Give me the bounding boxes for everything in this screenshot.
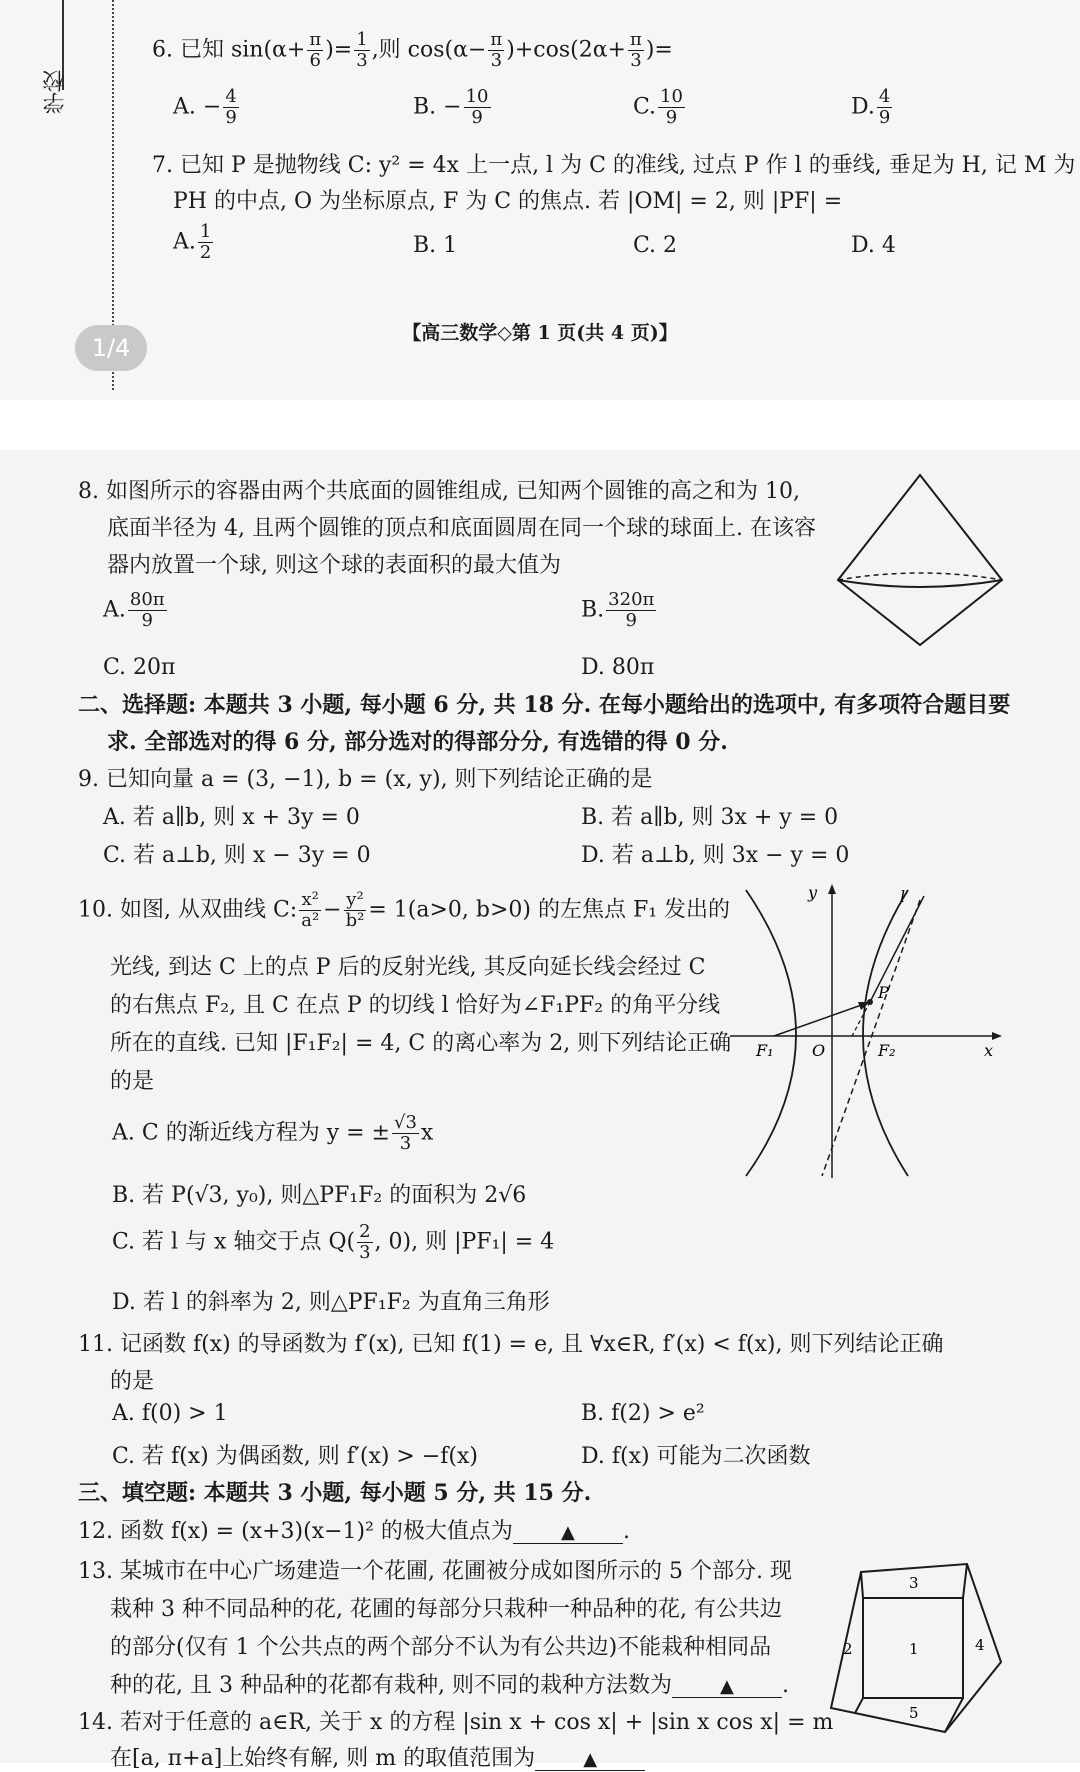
hyperbola-figure [728,880,1008,1180]
question-7-option-c[interactable]: C. 2 [633,233,678,258]
question-13-answer-blank[interactable]: ▲ [672,1676,782,1698]
label-o: O [812,1041,826,1060]
label-y: y [808,883,818,902]
section-2-heading-line-2: 求. 全部选对的得 6 分, 部分选对的得部分分, 有选错的得 0 分. [107,729,728,755]
divider-top-left [861,1572,863,1598]
question-9-option-a[interactable]: A. 若 a∥b, 则 x + 3y = 0 [103,805,360,830]
page-one [0,0,1080,400]
double-cone-figure [830,470,1010,650]
question-14-line-2: 在[a, π+a]上始终有解, 则 m 的取值范围为 ▲ [110,1741,645,1772]
hyperbola-left-branch [746,890,796,1176]
question-10-option-b[interactable]: B. 若 P(√3, y₀), 则△PF₁F₂ 的面积为 2√6 [112,1183,527,1208]
question-10-line-4: 所在的直线. 已知 |F₁F₂| = 4, C 的离心率为 2, 则下列结论正确 [110,1031,732,1056]
question-12-answer-blank[interactable]: ▲ [513,1522,623,1544]
divider-top-right [963,1564,967,1598]
question-7-option-d[interactable]: D. 4 [851,233,896,258]
question-9-option-c[interactable]: C. 若 a⊥b, 则 x − 3y = 0 [103,843,371,868]
question-8-option-a[interactable]: A. $\frac{80\pi}{9}$ [103,589,165,631]
question-8-line-3: 器内放置一个球, 则这个球的表面积的最大值为 [107,553,561,578]
region-label-2: 2 [843,1640,853,1658]
cone-base-front-arc [838,580,1002,587]
label-p: P [878,983,889,1002]
question-7-option-a[interactable]: A. $\frac{1}{2}$ [173,221,212,263]
question-8-line-1: 8. 如图所示的容器由两个共底面的圆锥组成, 已知两个圆锥的高之和为 10, [78,479,800,504]
question-13-line-2: 栽种 3 种不同品种的花, 花圃的每部分只栽种一种品种的花, 有公共边 [110,1597,782,1622]
question-10-option-d[interactable]: D. 若 l 的斜率为 2, 则△PF₁F₂ 为直角三角形 [112,1290,550,1315]
question-6-option-c[interactable]: C. $\frac{10}{9}$ [633,86,683,128]
question-11-line-2: 的是 [110,1369,155,1394]
y-axis-arrow [828,884,836,894]
question-7-option-b[interactable]: B. 1 [413,233,458,258]
region-label-4: 4 [975,1636,985,1654]
question-11-option-c[interactable]: C. 若 f(x) 为偶函数, 则 f′(x) > −f(x) [112,1444,478,1469]
question-9-stem: 9. 已知向量 a = (3, −1), b = (x, y), 则下列结论正确的是 [78,767,653,792]
question-14-answer-blank[interactable]: ▲ [535,1749,645,1771]
incident-ray [774,1002,870,1036]
question-6-stem: 6. 已知 sin(α+ $\frac{\pi}{6}$ )= $\frac{1}{3}$ ,则 cos(α− $\frac{\pi}{3}$ )+cos(2α+ $\frac{\pi}{3}$ )= [152,29,673,71]
question-10-line-1: 10. 如图, 从双曲线 C: $\frac{\text{x²}}{\text{a²}}$ − $\frac{\text{y²}}{\text{b²}}$ = 1(a>0, b>0) 的左焦点 F₁ 发出的 [78,889,731,931]
divider-bottom-right [945,1698,963,1732]
label-x: x [984,1041,994,1060]
question-11-line-1: 11. 记函数 f(x) 的导函数为 f′(x), 已知 f(1) = e, 且 ∀x∈R, f′(x) < f(x), 则下列结论正确 [78,1332,944,1357]
question-8-option-b[interactable]: B. $\frac{320\pi}{9}$ [581,589,655,631]
question-13-line-1: 13. 某城市在中心广场建造一个花圃, 花圃被分成如图所示的 5 个部分. 现 [78,1559,792,1584]
point-p [867,999,873,1005]
tangent-line-l [822,900,920,1176]
page-footer: 【高三数学◇第 1 页(共 4 页)】 [402,322,678,344]
region-label-5: 5 [909,1704,919,1722]
question-7-line-2: PH 的中点, O 为坐标原点, F 为 C 的焦点. 若 |OM| = 2, 则 |PF| = [173,189,843,214]
question-8-option-c[interactable]: C. 20π [103,655,176,680]
question-8-option-d[interactable]: D. 80π [581,655,655,680]
flower-bed-figure [825,1558,1005,1738]
school-label: 学校 [43,70,68,114]
label-l: l [900,887,906,906]
label-f1: F₁ [756,1041,774,1060]
question-7-line-1: 7. 已知 P 是抛物线 C: y² = 4x 上一点, l 为 C 的准线, 过点 P 作 l 的垂线, 垂足为 H, 记 M 为 [152,153,1076,178]
question-10-line-2: 光线, 到达 C 上的点 P 后的反射光线, 其反向延长线会经过 C [110,955,706,980]
section-2-heading-line-1: 二、选择题: 本题共 3 小题, 每小题 6 分, 共 18 分. 在每小题给出的选项中, 有多项符合题目要 [78,692,1011,718]
cone-base-back-arc [838,573,1002,580]
question-10-option-a[interactable]: A. C 的渐近线方程为 y = ± $\frac{√3}{3}$ x [112,1112,434,1154]
question-10-line-3: 的右焦点 F₂, 且 C 在点 P 的切线 l 恰好为∠F₁PF₂ 的角平分线 [110,993,721,1018]
region-label-1: 1 [909,1640,919,1658]
question-6-option-a[interactable]: A. − $\frac{4}{9}$ [173,86,237,128]
hyperbola-right-branch [863,890,908,1176]
x-axis-arrow [992,1032,1002,1040]
question-9-option-b[interactable]: B. 若 a∥b, 则 3x + y = 0 [581,805,839,830]
page-two [0,450,1080,1771]
question-12-stem: 12. 函数 f(x) = (x+3)(x−1)² 的极大值点为 ▲ . [78,1519,630,1544]
question-11-option-b[interactable]: B. f(2) > e² [581,1401,705,1426]
question-10-line-5: 的是 [110,1069,155,1094]
question-11-option-a[interactable]: A. f(0) > 1 [112,1401,228,1426]
question-14-line-1: 14. 若对于任意的 a∈R, 关于 x 的方程 |sin x + cos x| + |sin x cos x| = m [78,1710,834,1735]
question-10-option-c[interactable]: C. 若 l 与 x 轴交于点 Q( $\frac{2}{3}$ , 0), 则 |PF₁| = 4 [112,1221,555,1263]
region-label-3: 3 [909,1574,919,1592]
section-3-heading: 三、填空题: 本题共 3 小题, 每小题 5 分, 共 15 分. [78,1480,592,1506]
question-13-line-4: 种的花, 且 3 种品种的花都有栽种, 则不同的栽种方法数为 ▲ . [110,1673,789,1698]
question-13-line-3: 的部分(仅有 1 个公共点的两个部分不认为有公共边)不能栽种相同品 [110,1635,772,1660]
page-gap [0,400,1080,450]
question-11-option-d[interactable]: D. f(x) 可能为二次函数 [581,1444,811,1469]
question-6-option-d[interactable]: D. $\frac{4}{9}$ [851,86,891,128]
question-9-option-d[interactable]: D. 若 a⊥b, 则 3x − y = 0 [581,843,850,868]
double-cone-outline [838,475,1002,645]
question-6-option-b[interactable]: B. − $\frac{10}{9}$ [413,86,489,128]
divider-bottom-left [855,1698,863,1713]
label-f2: F₂ [878,1041,896,1060]
page-indicator-badge: 1/4 [75,325,147,371]
question-8-line-2: 底面半径为 4, 且两个圆锥的顶点和底面圆周在同一个球的球面上. 在该容 [107,516,816,541]
